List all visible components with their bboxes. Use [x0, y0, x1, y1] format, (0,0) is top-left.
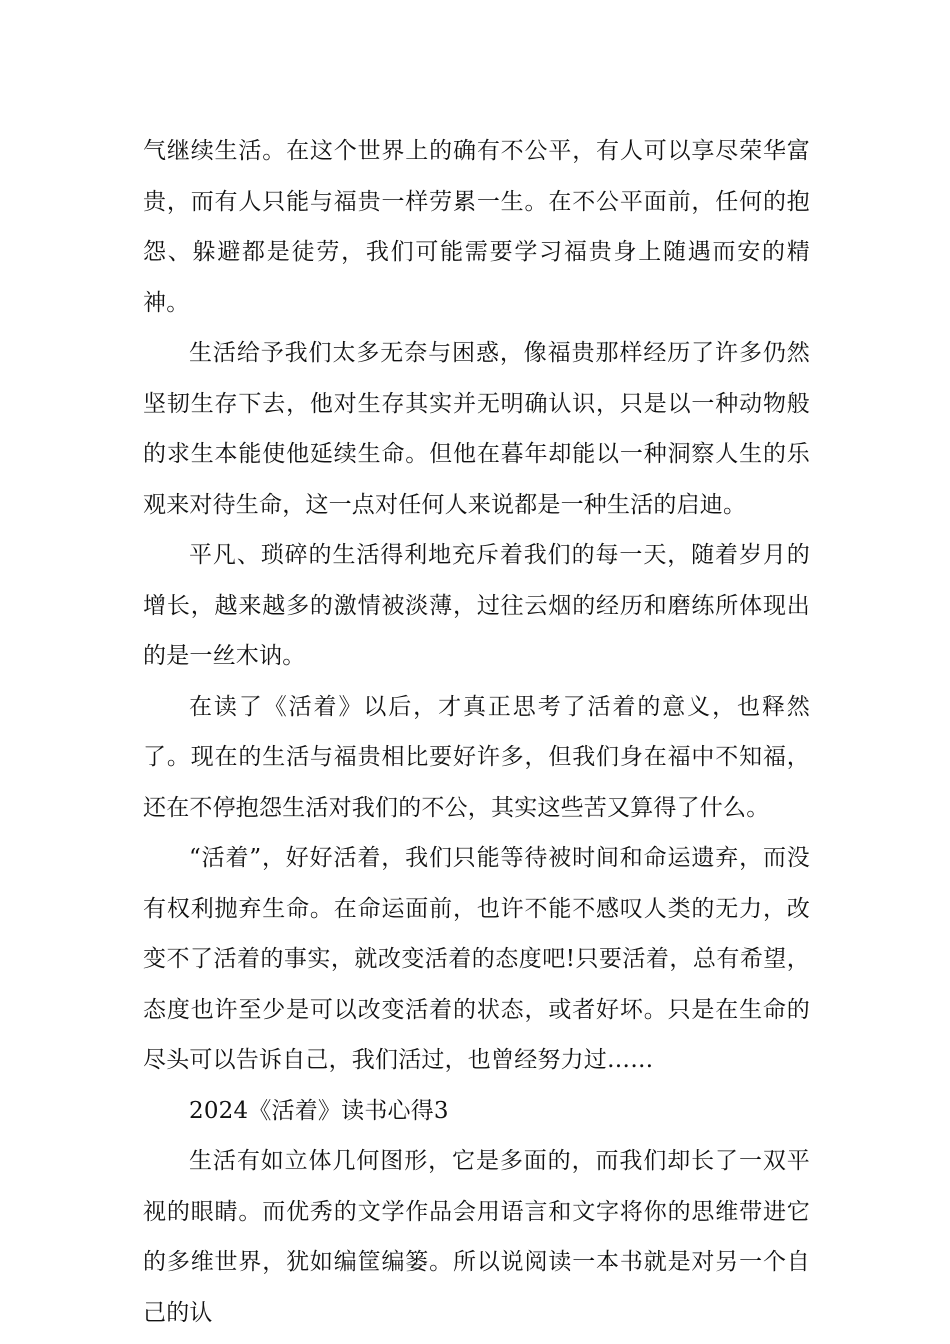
section-heading: 2024《活着》读书心得3	[189, 1097, 449, 1124]
paragraph-life-puzzlement: 生活给予我们太多无奈与困惑，像福贵那样经历了许多仍然坚韧生存下去，他对生存其实并无明确认识，只是以一种动物般的求生本能使他延续生命。但他在暮年却能以一种洞察人生的乐观来对待生命，这一点对任何人来说都是一种生活的启迪。	[143, 340, 810, 518]
paragraph-after-reading: 在读了《活着》以后，才真正思考了活着的意义，也释然了。现在的生活与福贵相比要好许多，但我们身在福中不知福，还在不停抱怨生活对我们的不公，其实这些苦又算得了什么。	[143, 693, 810, 821]
paragraph-living-well: “活着”，好好活着，我们只能等待被时间和命运遗弃，而没有权利抛弃生命。在命运面前，也许不能不感叹人类的无力，改变不了活着的事实，就改变活着的态度吧!只要活着，总有希望，态度也许至少是可以改变活着的状态，或者好坏。只是在生命的尽头可以告诉自己，我们活过，也曾经努力过……	[143, 845, 810, 1073]
paragraph-geometry-metaphor: 生活有如立体几何图形，它是多面的，而我们却长了一双平视的眼睛。而优秀的文学作品会用语言和文字将你的思维带进它的多维世界，犹如编筐编篓。所以说阅读一本书就是对另一个自己的认	[143, 1148, 810, 1326]
paragraph-continuation: 气继续生活。在这个世界上的确有不公平，有人可以享尽荣华富贵，而有人只能与福贵一样劳累一生。在不公平面前，任何的抱怨、躲避都是徒劳，我们可能需要学习福贵身上随遇而安的精神。	[143, 138, 810, 316]
paragraph-ordinary-life: 平凡、琐碎的生活得利地充斥着我们的每一天，随着岁月的增长，越来越多的激情被淡薄，过往云烟的经历和磨练所体现出的是一丝木讷。	[143, 542, 810, 669]
